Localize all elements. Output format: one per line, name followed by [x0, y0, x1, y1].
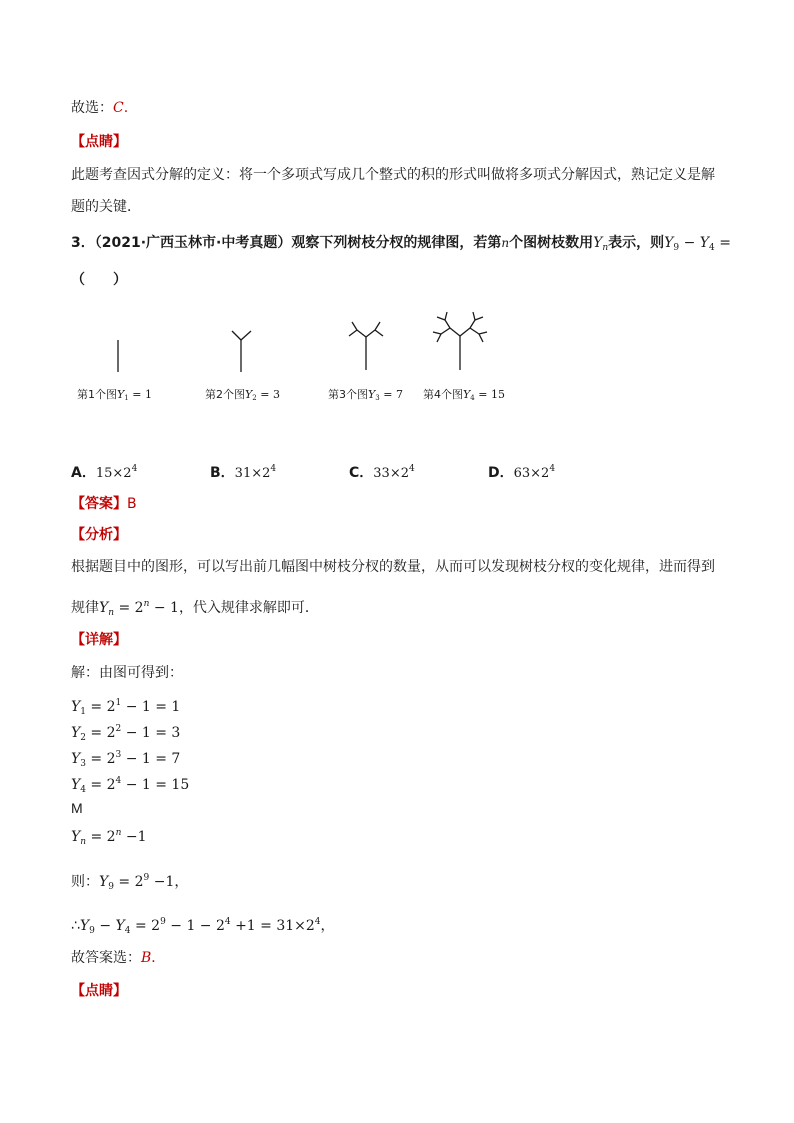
- closing-comment-heading: 【点睛】: [71, 983, 127, 999]
- option-d[interactable]: D．$63\times 2^4$: [488, 464, 556, 481]
- choice-prefix: 故选：: [71, 100, 113, 116]
- detail-heading: 【详解】: [71, 632, 127, 648]
- var-n: n: [501, 236, 510, 250]
- option-c[interactable]: C．$33\times 2^4$: [349, 464, 415, 481]
- equation-y1: $Y_1 = 2^1 - 1 = 1$: [71, 698, 181, 717]
- answer-blank: （ ）: [71, 272, 127, 288]
- question-number: 3．: [71, 235, 95, 251]
- option-b[interactable]: B．$31\times 2^4$: [210, 464, 277, 481]
- option-a[interactable]: A．$15\times 2^4$: [71, 464, 138, 481]
- answer-value: B: [127, 496, 137, 512]
- tree-figure-2: [220, 320, 260, 380]
- analysis-heading: 【分析】: [71, 527, 127, 543]
- prev-comment-line1: 此题考查因式分解的定义：将一个多项式写成几个整式的积的形式叫做将多项式分解因式，熟记定义是解: [71, 167, 715, 183]
- choice-value: C: [113, 100, 124, 116]
- choice-line: [71, 98, 128, 118]
- caption-2: 第2个图$Y_2 = 3$: [205, 388, 280, 402]
- var-y: Y: [593, 235, 603, 251]
- prev-comment-heading: 【点睛】: [71, 134, 127, 150]
- equation-y3: $Y_3 = 2^3 - 1 = 7$: [71, 750, 181, 769]
- tree-figure-4: [425, 308, 495, 378]
- therefore-line: $\therefore Y_9 - Y_4 = 2^9 - 1 - 2^4 +1 = 31\times 2^4$，: [71, 917, 335, 936]
- equation-y2: $Y_2 = 2^2 - 1 = 3$: [71, 724, 181, 743]
- analysis-line2: 规律$Y_n = 2^n - 1$，代入规律求解即可．: [71, 599, 319, 618]
- caption-4: 第4个图$Y_4 = 15$: [423, 388, 505, 402]
- tree-figure-1: [100, 320, 140, 380]
- equation-general: $Y_n = 2^n -1$: [71, 828, 147, 847]
- answer-line: [71, 494, 137, 514]
- question-source: （2021·广西玉林市·中考真题）: [94, 235, 292, 251]
- prev-comment-line2: 题的关键．: [71, 199, 141, 215]
- detail-intro: 解：由图可得到：: [71, 665, 183, 681]
- caption-3: 第3个图$Y_3 = 7$: [328, 388, 403, 402]
- question-stem: 3．（2021·广西玉林市·中考真题）观察下列树枝分杈的规律图，若第n个图树枝数用$Y_n$表示，则$Y_9 - Y_4$ =: [71, 235, 731, 253]
- final-line: 故答案选：B．: [71, 950, 166, 966]
- choice-suffix: .: [123, 100, 129, 116]
- answer-heading: 【答案】: [71, 496, 127, 512]
- caption-1: 第1个图$Y_1 = 1$: [77, 388, 152, 402]
- analysis-line1: 根据题目中的图形，可以写出前几幅图中树枝分杈的数量，从而可以发现树枝分杈的变化规律，进而得到: [71, 559, 715, 575]
- then-line: 则：$Y_9 = 2^9 -1$，: [71, 873, 189, 892]
- ellipsis: M: [71, 800, 83, 816]
- tree-figure-3: [340, 312, 390, 377]
- equation-y4: $Y_4 = 2^4 - 1 = 15$: [71, 776, 190, 795]
